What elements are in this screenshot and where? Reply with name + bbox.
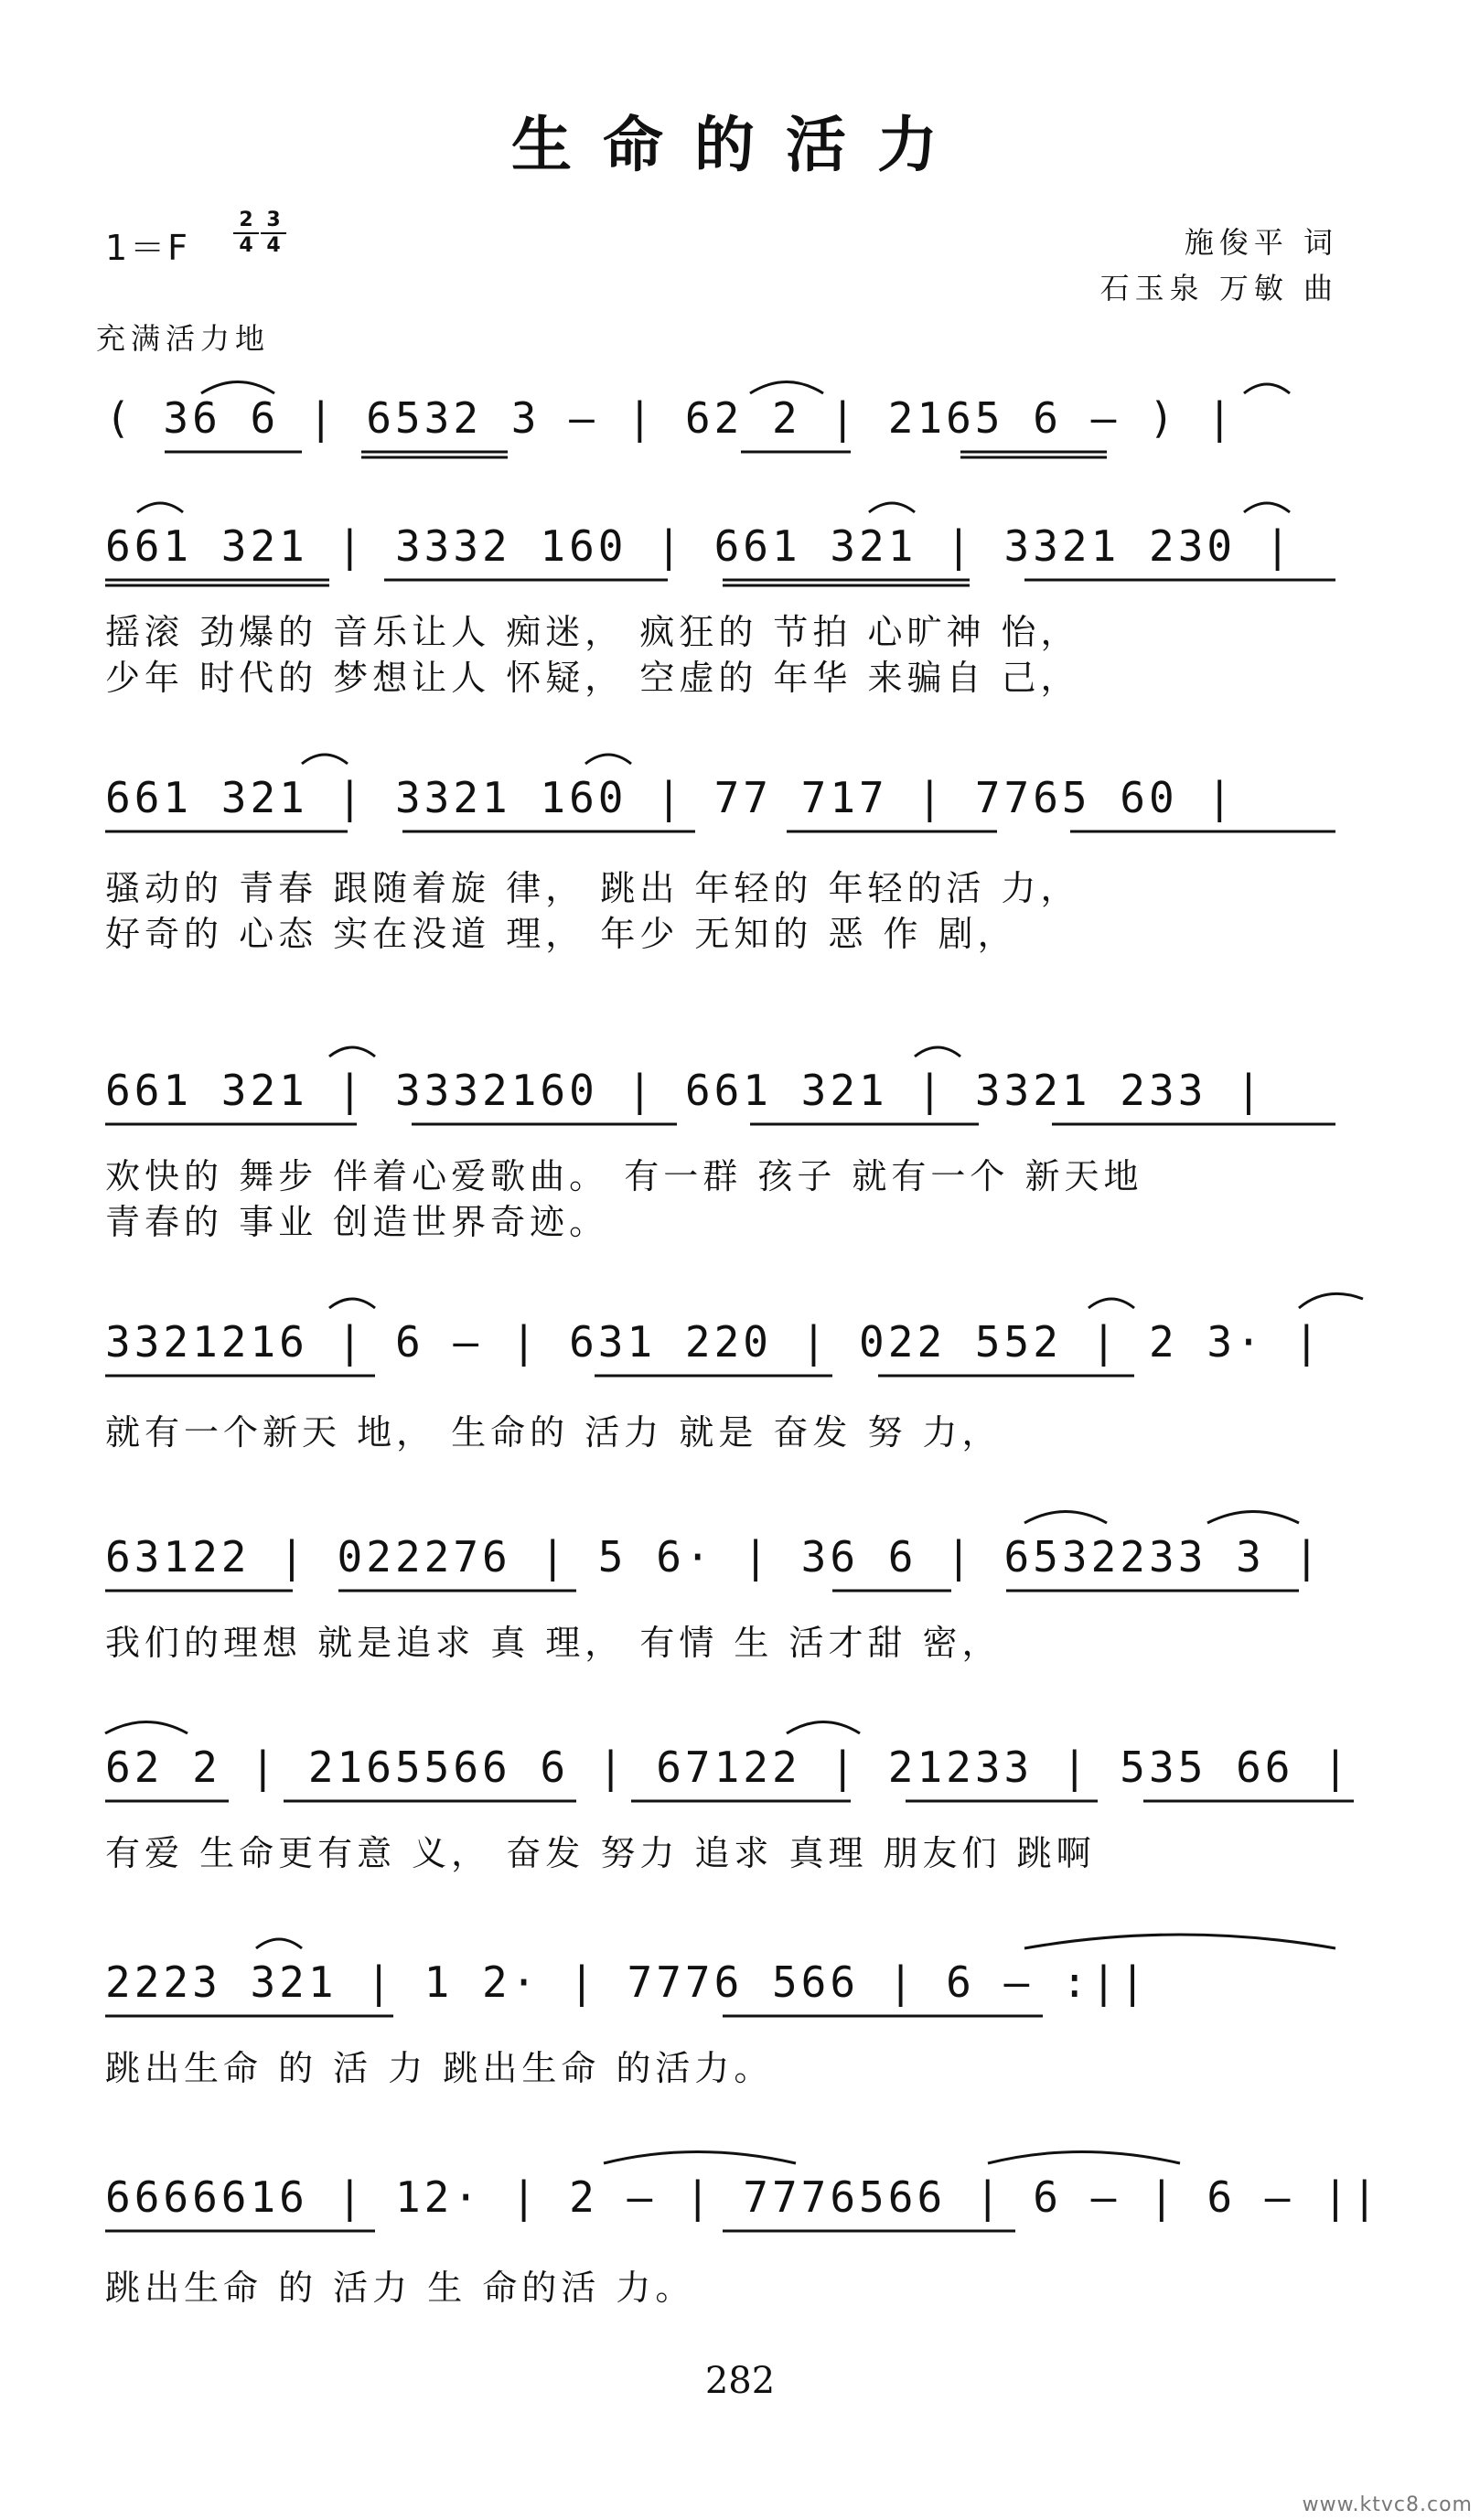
notation-line-5: 3321216 | 6 – | 631 220 | 022 552 | 2 3· |: [105, 1317, 1324, 1367]
lyric-line-9: 跳出生命 的 活力 生 命的活 力。: [105, 2268, 695, 2308]
notation-line-3: 661 321 | 3321 160 | 77 717 | 7765 60 |: [105, 773, 1237, 822]
tie-arc: [329, 1299, 375, 1308]
lyricist-credit: 施俊平 词: [1184, 225, 1338, 260]
time-sig-numerator: 2: [239, 209, 253, 231]
notation-line-9: 6666616 | 12· | 2 – | 7776566 | 6 – | 6 – ||: [105, 2172, 1381, 2222]
lyric-line-5: 就有一个新天 地， 生命的 活力 就是 奋发 努 力，: [105, 1412, 1002, 1453]
tie-arc: [1244, 503, 1290, 512]
tie-arc: [988, 2152, 1180, 2164]
notation-line-6: 63122 | 022276 | 5 6· | 36 6 | 6532233 3 |: [105, 1532, 1324, 1582]
tie-arc: [1089, 1299, 1134, 1308]
tie-arc: [1207, 1512, 1299, 1524]
song-title: 生命的活力: [511, 109, 969, 180]
key-signature: 1＝F: [105, 228, 191, 268]
tie-arc: [1024, 1935, 1335, 1948]
tie-arc: [137, 503, 183, 512]
tie-arc: [915, 1047, 960, 1056]
tie-arc: [585, 755, 631, 764]
lyric-line-2-verse-2: 少年 时代的 梦想让人 怀疑， 空虚的 年华 来骗自 己，: [105, 658, 1080, 698]
tie-arc: [329, 1047, 375, 1056]
lyric-line-3-verse-2: 好奇的 心态 实在没道 理， 年少 无知的 恶 作 剧，: [105, 914, 1017, 954]
lyric-line-2-verse-1: 摇滚 劲爆的 音乐让人 痴迷， 疯狂的 节拍 心旷神 怡，: [105, 612, 1080, 652]
lyric-line-6: 我们的理想 就是追求 真 理， 有情 生 活才甜 密，: [105, 1623, 1002, 1663]
tie-arc: [604, 2152, 796, 2164]
tie-arc: [1024, 1512, 1107, 1524]
notation-line-7: 62 2 | 2165566 6 | 67122 | 21233 | 535 66 |: [105, 1743, 1352, 1792]
tie-arc: [1244, 384, 1290, 393]
tie-arc: [750, 382, 823, 394]
tie-arc: [302, 755, 348, 764]
tie-arc: [869, 503, 915, 512]
lyric-line-7: 有爱 生命更有意 义， 奋发 努力 追求 真理 朋友们 跳啊: [105, 1833, 1096, 1873]
lyric-line-4-verse-1: 欢快的 舞步 伴着心爱歌曲。 有一群 孩子 就有一个 新天地: [105, 1156, 1143, 1196]
notation-line-2: 661 321 | 3332 160 | 661 321 | 3321 230 |: [105, 521, 1294, 571]
time-sig-denominator: 4: [239, 234, 253, 257]
notation-line-1: ( 36 6 | 6532 3 – | 62 2 | 2165 6 – ) |: [105, 393, 1237, 443]
tie-arc: [201, 382, 274, 394]
lyric-line-3-verse-1: 骚动的 青春 跟随着旋 律， 跳出 年轻的 年轻的活 力，: [105, 868, 1080, 908]
notation-line-8: 2223 321 | 1 2· | 7776 566 | 6 – :||: [105, 1957, 1149, 2007]
tie-arc: [105, 1722, 188, 1734]
page-number: 282: [704, 2360, 776, 2402]
time-sig-numerator: 3: [266, 209, 281, 231]
notation-line-4: 661 321 | 3332160 | 661 321 | 3321 233 |: [105, 1066, 1265, 1115]
lyric-line-8: 跳出生命 的 活 力 跳出生命 的活力。: [105, 2048, 774, 2088]
tie-arc: [256, 1939, 302, 1948]
tie-arc: [1299, 1293, 1363, 1308]
tie-arc: [787, 1722, 860, 1734]
time-sig-denominator: 4: [266, 234, 281, 257]
composer-credit: 石玉泉 万敏 曲: [1099, 271, 1338, 306]
tempo-marking: 充满活力地: [96, 321, 271, 356]
lyric-line-4-verse-2: 青春的 事业 创造世界奇迹。: [105, 1202, 609, 1242]
site-watermark: www.ktvc8.com: [1302, 2493, 1473, 2516]
